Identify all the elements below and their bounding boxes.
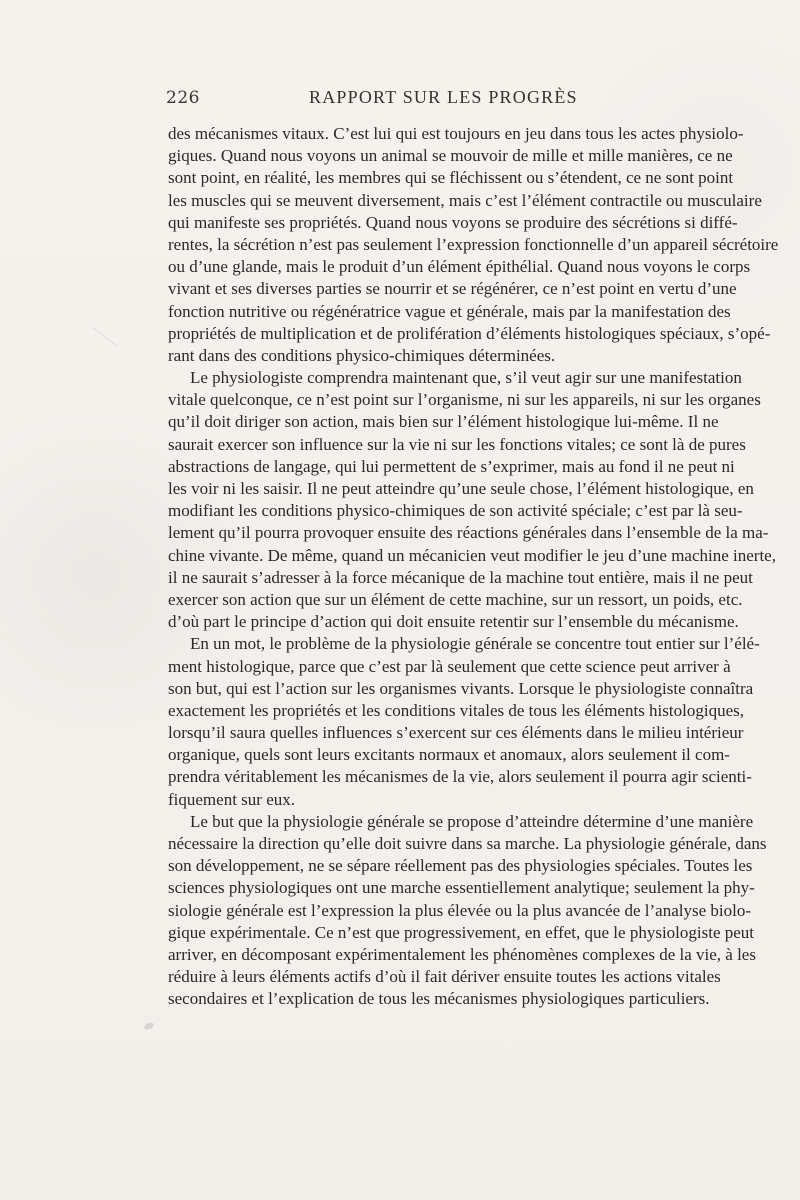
body-line: les voir ni les saisir. Il ne peut atteindre qu’une seule chose, l’élément histologique, en	[168, 479, 754, 498]
body-line: sont point, en réalité, les membres qui se fléchissent ou s’étendent, ce ne sont point	[168, 168, 734, 188]
body-line: organique, quels sont leurs excitants normaux et anomaux, alors seulement il com-	[168, 745, 730, 765]
body-line: modifiant les conditions physico-chimiques de son activité spéciale; c’est par là seu-	[168, 501, 743, 521]
paragraph-start-line: Le but que la physiologie générale se propose d’atteindre détermine d’une manière	[190, 811, 754, 831]
body-line: vivant et ses diverses parties se nourrir et se régénérer, ce n’est point en vertu d’une	[168, 279, 737, 299]
paragraph-start-line: Le physiologiste comprendra maintenant que, s’il veut agir sur une manifestation	[190, 368, 742, 388]
body-line: ou d’une glande, mais le produit d’un élément épithélial. Quand nous voyons le corps	[168, 257, 751, 277]
body-line: d’où part le principe d’action qui doit ensuite retentir sur l’ensemble du mécanisme.	[168, 612, 739, 632]
scan-mark	[86, 327, 116, 354]
body-line: gique expérimentale. Ce n’est que progressivement, en effet, que le physiologiste peut	[168, 922, 755, 942]
body-line: les muscles qui se meuvent diversement, mais c’est l’élément contractile ou musculaire	[168, 190, 762, 210]
body-line: propriétés de multiplication et de prolifération d’éléments histologiques spéciaux, s’opé-	[168, 323, 771, 343]
body-line: siologie générale est l’expression la plus élevée ou la plus avancée de l’analyse biolo-	[168, 900, 751, 920]
body-line: chine vivante. De même, quand un mécanicien veut modifier le jeu d’une machine inerte,	[168, 545, 776, 565]
body-line: lement qu’il pourra provoquer ensuite des réactions générales dans l’ensemble de la ma-	[168, 523, 769, 543]
scan-mark	[143, 1021, 154, 1030]
body-line: nécessaire la direction qu’elle doit suivre dans sa marche. La physiologie générale, dans	[168, 834, 767, 853]
body-line: abstractions de langage, qui lui permettent de s’exprimer, mais au fond il ne peut ni	[168, 456, 735, 476]
body-line: ment histologique, parce que c’est par là seulement que cette science peut arriver à	[168, 656, 731, 676]
body-line: saurait exercer son influence sur la vie ni sur les fonctions vitales; ce sont là de pures	[168, 434, 746, 454]
body-line: son développement, ne se sépare réellement pas des physiologies spéciales. Toutes les	[168, 856, 753, 876]
body-line: des mécanismes vitaux. C’est lui qui est toujours en jeu dans tous les actes physiolo-	[168, 124, 744, 143]
body-line: rant dans des conditions physico-chimiques déterminées.	[168, 345, 556, 365]
body-line: rentes, la sécrétion n’est pas seulement l’expression fonctionnelle d’un appareil sécrétoire	[168, 234, 779, 254]
body-line: lorsqu’il saura quelles influences s’exercent sur ces éléments dans le milieu intérieur	[168, 723, 744, 743]
page-number: 226	[166, 88, 200, 108]
body-line: secondaires et l’explication de tous les mécanismes physiologiques particuliers.	[168, 989, 710, 1009]
body-line: fonction nutritive ou régénératrice vague et générale, mais par la manifestation des	[168, 301, 731, 321]
body-line: son but, qui est l’action sur les organismes vivants. Lorsque le physiologiste connaîtra	[168, 678, 754, 698]
body-line: réduire à leurs éléments actifs d’où il fait dériver ensuite toutes les actions vitales	[168, 967, 721, 987]
body-line: prendra véritablement les mécanismes de la vie, alors seulement il pourra agir scienti-	[168, 767, 752, 787]
body-line: qu’il doit diriger son action, mais bien sur l’élément histologique lui-même. Il ne	[168, 412, 719, 432]
body-line: sciences physiologiques ont une marche essentiellement analytique; seulement la phy-	[168, 878, 755, 898]
paragraph-start-line: En un mot, le problème de la physiologie générale se concentre tout entier sur l’élé-	[190, 634, 760, 654]
body-line: exactement les propriétés et les conditions vitales de tous les éléments histologiques,	[168, 700, 744, 720]
body-line: vitale quelconque, ce n’est point sur l’organisme, ni sur les appareils, ni sur les organes	[168, 390, 761, 410]
running-head: RAPPORT SUR LES PROGRÈS	[309, 87, 578, 107]
body-line: qui manifeste ses propriétés. Quand nous voyons se produire des sécrétions si diffé-	[168, 212, 738, 232]
body-line: fiquement sur eux.	[168, 789, 295, 809]
body-text	[168, 123, 798, 1011]
body-line: giques. Quand nous voyons un animal se mouvoir de mille et mille manières, ce ne	[168, 146, 733, 166]
body-line: exercer son action que sur un élément de cette machine, sur un ressort, un poids, etc.	[168, 589, 743, 609]
body-line: il ne saurait s’adresser à la force mécanique de la machine tout entière, mais il ne peut	[168, 567, 753, 587]
body-line: arriver, en décomposant expérimentalement les phénomènes complexes de la vie, à les	[168, 944, 756, 964]
